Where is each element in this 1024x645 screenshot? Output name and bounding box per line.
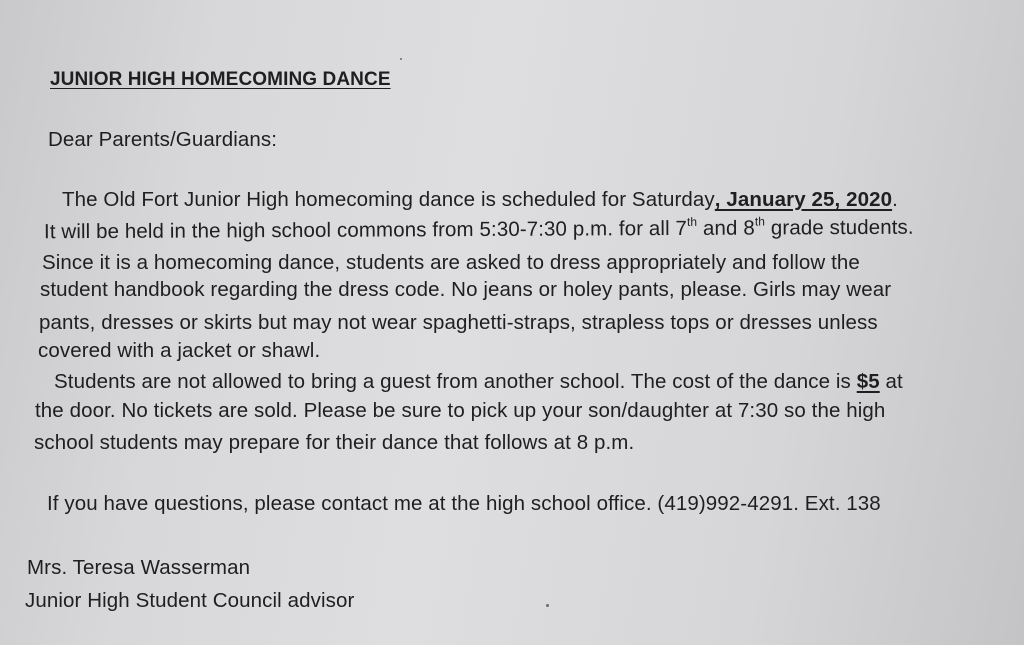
dance-cost: $5 bbox=[856, 370, 880, 393]
text-segment: The Old Fort Junior High homecoming dance is scheduled for Saturday bbox=[62, 188, 715, 211]
text-segment: Students are not allowed to bring a guest from another school. The cost of the dance is bbox=[54, 370, 857, 393]
letter-title: JUNIOR HIGH HOMECOMING DANCE bbox=[50, 69, 391, 90]
ordinal-suffix: th bbox=[686, 214, 698, 229]
text-segment: . bbox=[892, 188, 898, 211]
ordinal-suffix: th bbox=[754, 214, 766, 229]
signature-title: Junior High Student Council advisor bbox=[25, 589, 355, 612]
paragraph-2-line-1 bbox=[54, 370, 903, 394]
signature-name: Mrs. Teresa Wasserman bbox=[27, 556, 251, 579]
paragraph-2-line-2: the door. No tickets are sold. Please be sure to pick up your son/daughter at 7:30 so the high bbox=[35, 399, 886, 422]
text-segment: and 8 bbox=[697, 216, 755, 240]
paragraph-1-line-1 bbox=[62, 188, 898, 212]
paragraph-2-line-3: school students may prepare for their dance that follows at 8 p.m. bbox=[34, 431, 635, 454]
text-segment: It will be held in the high school commons from 5:30-7:30 p.m. for all 7 bbox=[43, 216, 688, 244]
paragraph-1-line-2 bbox=[44, 216, 914, 245]
paragraph-1-line-5: pants, dresses or skirts but may not wear spaghetti-straps, strapless tops or dresses unless bbox=[39, 311, 878, 334]
salutation: Dear Parents/Guardians: bbox=[48, 128, 278, 151]
paper-speck bbox=[400, 58, 402, 60]
paragraph-1-line-4: student handbook regarding the dress code. No jeans or holey pants, please. Girls may wear bbox=[40, 278, 892, 301]
dance-date: , January 25, 2020 bbox=[714, 188, 893, 211]
paper-speck bbox=[546, 604, 549, 607]
paragraph-1-line-6: covered with a jacket or shawl. bbox=[38, 339, 321, 362]
paragraph-1-line-3: Since it is a homecoming dance, students are asked to dress appropriately and follow the bbox=[42, 251, 860, 274]
contact-line: If you have questions, please contact me at the high school office. (419)992-4291. Ext. 138 bbox=[47, 492, 881, 515]
text-segment: at bbox=[879, 370, 903, 393]
text-segment: grade students. bbox=[764, 215, 914, 240]
